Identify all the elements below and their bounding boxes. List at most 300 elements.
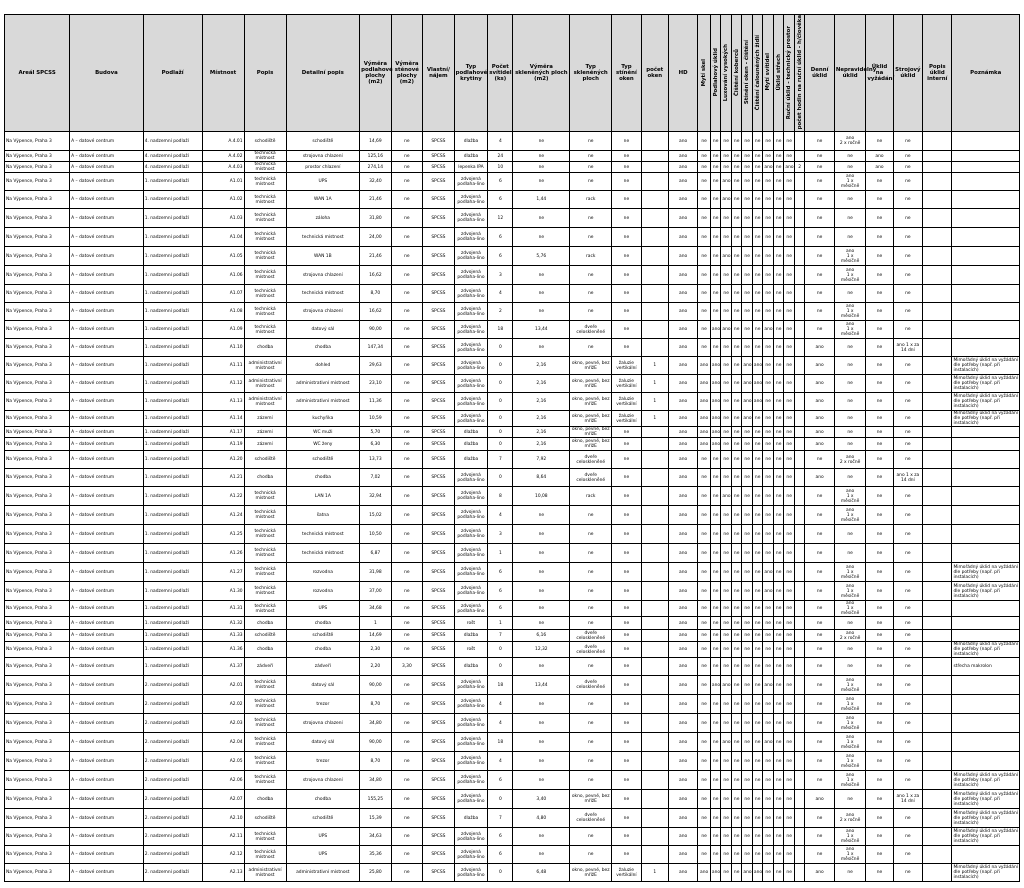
table-cell[interactable]: ne (612, 676, 641, 695)
table-cell[interactable]: ne (866, 427, 893, 438)
table-cell[interactable]: ne (570, 132, 612, 151)
table-cell[interactable]: ne (710, 658, 721, 676)
table-cell[interactable]: ne (698, 563, 711, 582)
table-cell[interactable]: ne (752, 846, 763, 864)
table-cell[interactable]: SPCSS (423, 733, 455, 752)
table-cell[interactable] (952, 487, 1020, 506)
table-cell[interactable]: ne (570, 209, 612, 228)
table-cell[interactable]: ne (391, 132, 423, 151)
table-cell[interactable]: ne (731, 209, 742, 228)
table-cell[interactable] (641, 601, 668, 617)
table-cell[interactable]: ano (668, 828, 697, 846)
table-cell[interactable]: ne (698, 658, 711, 676)
table-cell[interactable]: ne (763, 375, 774, 393)
table-cell[interactable]: ne (612, 752, 641, 771)
table-cell[interactable]: ne (612, 630, 641, 642)
table-cell[interactable]: technická místnost (244, 563, 286, 582)
table-cell[interactable]: ne (742, 438, 753, 451)
table-cell[interactable]: strojovna chlazení (286, 266, 360, 285)
table-cell[interactable]: SPCSS (423, 209, 455, 228)
table-cell[interactable]: ne (773, 809, 784, 828)
table-cell[interactable]: ano (721, 173, 732, 191)
table-cell[interactable]: 274,14 (360, 162, 392, 173)
table-cell[interactable]: ne (805, 209, 834, 228)
table-cell[interactable]: ano 1 x měsíčně (834, 303, 866, 321)
table-cell[interactable]: ne (805, 191, 834, 209)
table-cell[interactable]: A1.04 (202, 228, 244, 247)
table-cell[interactable]: ne (731, 151, 742, 162)
table-cell[interactable]: ne (752, 191, 763, 209)
table-cell[interactable]: ne (893, 393, 922, 411)
table-cell[interactable]: ne (721, 393, 732, 411)
table-cell[interactable] (794, 617, 805, 630)
table-cell[interactable]: 8,70 (360, 752, 392, 771)
table-cell[interactable] (641, 151, 668, 162)
table-cell[interactable]: ne (805, 630, 834, 642)
table-cell[interactable]: ne (721, 864, 732, 882)
table-cell[interactable] (952, 427, 1020, 438)
table-cell[interactable] (794, 357, 805, 375)
table-cell[interactable] (952, 630, 1020, 642)
table-cell[interactable] (952, 676, 1020, 695)
table-cell[interactable]: Mimořádný úklid na vyžádání dle potřeby (např. při instalacích) (953, 394, 1018, 410)
table-cell[interactable]: ano (668, 506, 697, 525)
table-cell[interactable]: ne (698, 642, 711, 658)
table-cell[interactable] (641, 451, 668, 469)
table-cell[interactable]: 7 (488, 809, 513, 828)
table-cell[interactable]: schodiště (286, 132, 360, 151)
table-cell[interactable] (923, 658, 952, 676)
table-cell[interactable]: ano (805, 864, 834, 882)
table-cell[interactable]: zdvojená podlaha-lino (454, 790, 488, 809)
table-cell[interactable] (641, 733, 668, 752)
table-cell[interactable]: ne (731, 630, 742, 642)
table-cell[interactable]: ne (698, 846, 711, 864)
table-cell[interactable]: ne (866, 714, 893, 733)
table-cell[interactable]: ano (763, 162, 774, 173)
table-cell[interactable]: strojovna chlazení (286, 303, 360, 321)
table-cell[interactable]: ne (866, 809, 893, 828)
table-cell[interactable]: ne (834, 864, 866, 882)
table-cell[interactable]: 7,02 (360, 469, 392, 487)
table-cell[interactable]: SPCSS (423, 375, 455, 393)
table-cell[interactable]: ne (742, 451, 753, 469)
table-cell[interactable]: ne (784, 752, 795, 771)
table-cell[interactable]: 90,00 (360, 321, 392, 339)
table-cell[interactable]: ne (391, 695, 423, 714)
table-cell[interactable] (641, 790, 668, 809)
table-cell[interactable] (923, 506, 952, 525)
table-cell[interactable] (923, 733, 952, 752)
table-cell[interactable]: ne (784, 714, 795, 733)
table-cell[interactable]: SPCSS (423, 828, 455, 846)
table-cell[interactable]: ne (570, 285, 612, 303)
table-cell[interactable]: Mimořádný úklid na vyžádání dle potřeby (např. při instalacích) (953, 411, 1018, 427)
table-cell[interactable]: schodiště (244, 451, 286, 469)
table-cell[interactable]: ne (570, 563, 612, 582)
table-cell[interactable]: schodiště (244, 809, 286, 828)
table-cell[interactable]: ne (710, 752, 721, 771)
table-cell[interactable]: A1.13 (202, 393, 244, 411)
table-cell[interactable] (923, 525, 952, 544)
table-cell[interactable]: okno, pevné, bez mřížE (570, 375, 612, 393)
table-cell[interactable]: ne (773, 321, 784, 339)
table-cell[interactable]: ano (721, 487, 732, 506)
table-cell[interactable]: 24,00 (360, 228, 392, 247)
table-cell[interactable]: ne (893, 846, 922, 864)
table-cell[interactable]: ne (763, 658, 774, 676)
table-cell[interactable] (923, 846, 952, 864)
table-cell[interactable]: ne (513, 658, 570, 676)
table-cell[interactable]: okno, pevné, bez mřížE (570, 864, 612, 882)
table-cell[interactable]: ne (805, 695, 834, 714)
table-cell[interactable]: A1.25 (202, 525, 244, 544)
table-cell[interactable]: 14,69 (360, 132, 392, 151)
table-cell[interactable]: ne (784, 451, 795, 469)
table-cell[interactable] (641, 563, 668, 582)
table-cell[interactable]: ne (731, 451, 742, 469)
table-cell[interactable]: ne (710, 132, 721, 151)
table-cell[interactable]: ne (731, 809, 742, 828)
table-cell[interactable]: SPCSS (423, 658, 455, 676)
table-cell[interactable]: ano (805, 375, 834, 393)
table-cell[interactable]: Na Výpence, Praha 3 (5, 438, 70, 451)
table-cell[interactable]: 1. nadzemní podlaží (143, 411, 202, 427)
table-cell[interactable]: ne (710, 339, 721, 357)
table-cell[interactable]: ne (773, 695, 784, 714)
table-cell[interactable]: WAN 1B (286, 247, 360, 266)
table-cell[interactable]: ano (668, 601, 697, 617)
table-cell[interactable]: ne (784, 228, 795, 247)
table-cell[interactable]: šatna (286, 506, 360, 525)
table-cell[interactable]: ne (866, 771, 893, 790)
table-cell[interactable]: ano (721, 733, 732, 752)
table-cell[interactable] (923, 228, 952, 247)
table-cell[interactable]: ne (866, 846, 893, 864)
table-cell[interactable]: ne (784, 285, 795, 303)
table-cell[interactable]: ne (612, 601, 641, 617)
table-cell[interactable]: 1. nadzemní podlaží (143, 451, 202, 469)
table-cell[interactable]: ne (752, 676, 763, 695)
table-cell[interactable]: datový sál (286, 321, 360, 339)
table-cell[interactable]: ne (805, 658, 834, 676)
table-cell[interactable]: ne (763, 864, 774, 882)
table-cell[interactable]: Mimořádný úklid na vyžádání dle potřeby (např. při instalacích) (953, 642, 1018, 658)
table-cell[interactable]: ne (698, 191, 711, 209)
table-cell[interactable]: ne (698, 451, 711, 469)
table-cell[interactable]: ne (742, 266, 753, 285)
table-cell[interactable]: ne (612, 427, 641, 438)
table-cell[interactable]: SPCSS (423, 427, 455, 438)
table-cell[interactable]: ne (893, 357, 922, 375)
table-cell[interactable]: ano (721, 247, 732, 266)
table-cell[interactable]: zdvojená podlaha-lino (454, 209, 488, 228)
table-cell[interactable]: 2. nadzemní podlaží (143, 676, 202, 695)
table-cell[interactable]: ano 2 x ročně (834, 809, 866, 828)
table-cell[interactable] (794, 630, 805, 642)
table-cell[interactable]: Na Výpence, Praha 3 (5, 321, 70, 339)
table-cell[interactable]: 1. nadzemní podlaží (143, 642, 202, 658)
table-cell[interactable] (794, 771, 805, 790)
table-cell[interactable]: ne (391, 864, 423, 882)
table-cell[interactable]: ne (834, 357, 866, 375)
table-cell[interactable]: SPCSS (423, 771, 455, 790)
table-cell[interactable]: A1.17 (202, 427, 244, 438)
table-cell[interactable]: ne (784, 506, 795, 525)
table-cell[interactable]: A – datové centrum (70, 191, 144, 209)
table-cell[interactable]: ne (698, 339, 711, 357)
table-cell[interactable]: ne (742, 506, 753, 525)
table-cell[interactable] (641, 582, 668, 601)
table-cell[interactable]: ne (773, 469, 784, 487)
table-cell[interactable] (641, 617, 668, 630)
table-cell[interactable]: 23,10 (360, 375, 392, 393)
table-cell[interactable] (794, 427, 805, 438)
table-cell[interactable]: ne (513, 601, 570, 617)
table-cell[interactable]: ano (668, 752, 697, 771)
table-cell[interactable]: 3,40 (513, 790, 570, 809)
table-cell[interactable]: rack (570, 247, 612, 266)
table-cell[interactable]: ne (763, 339, 774, 357)
table-cell[interactable]: ne (721, 303, 732, 321)
table-cell[interactable] (641, 162, 668, 173)
table-cell[interactable]: ano (742, 864, 753, 882)
table-cell[interactable]: ne (612, 617, 641, 630)
table-cell[interactable]: ne (773, 247, 784, 266)
table-cell[interactable]: A1.09 (202, 321, 244, 339)
table-cell[interactable]: ne (612, 809, 641, 828)
table-cell[interactable]: dlažba (454, 451, 488, 469)
table-cell[interactable]: 15,39 (360, 809, 392, 828)
table-cell[interactable]: ne (513, 132, 570, 151)
table-cell[interactable]: ne (721, 809, 732, 828)
table-cell[interactable]: technická místnost (244, 525, 286, 544)
table-cell[interactable]: strojovna chlazení (286, 771, 360, 790)
table-cell[interactable] (923, 469, 952, 487)
table-cell[interactable]: ne (570, 266, 612, 285)
table-cell[interactable]: 4. nadzemní podlaží (143, 162, 202, 173)
table-cell[interactable]: ne (784, 303, 795, 321)
table-cell[interactable]: ne (763, 469, 774, 487)
table-cell[interactable]: ano (668, 357, 697, 375)
table-cell[interactable]: administrativní místnost (286, 375, 360, 393)
table-cell[interactable]: 2,30 (360, 642, 392, 658)
table-cell[interactable]: 1. nadzemní podlaží (143, 544, 202, 563)
table-cell[interactable]: ne (763, 506, 774, 525)
table-cell[interactable]: ne (391, 828, 423, 846)
table-cell[interactable] (923, 582, 952, 601)
table-cell[interactable]: ano (742, 357, 753, 375)
table-cell[interactable]: 6 (488, 601, 513, 617)
table-cell[interactable]: ne (752, 790, 763, 809)
table-cell[interactable]: ne (698, 601, 711, 617)
table-cell[interactable]: ne (752, 451, 763, 469)
table-cell[interactable]: 2. nadzemní podlaží (143, 733, 202, 752)
table-cell[interactable]: A – datové centrum (70, 285, 144, 303)
table-cell[interactable]: ne (710, 162, 721, 173)
table-cell[interactable]: A.4.02 (202, 151, 244, 162)
table-cell[interactable]: ano (752, 864, 763, 882)
table-cell[interactable]: 6 (488, 563, 513, 582)
table-cell[interactable]: ne (773, 733, 784, 752)
table-cell[interactable]: ne (721, 209, 732, 228)
table-cell[interactable]: ne (731, 676, 742, 695)
table-cell[interactable]: ne (731, 846, 742, 864)
table-cell[interactable] (923, 339, 952, 357)
table-cell[interactable]: ne (612, 544, 641, 563)
table-cell[interactable]: ne (513, 714, 570, 733)
table-cell[interactable]: ne (763, 771, 774, 790)
table-cell[interactable]: ano (668, 247, 697, 266)
table-cell[interactable]: technická místnost (244, 544, 286, 563)
table-cell[interactable]: A – datové centrum (70, 247, 144, 266)
table-cell[interactable]: ne (698, 733, 711, 752)
table-cell[interactable]: 2. nadzemní podlaží (143, 828, 202, 846)
table-cell[interactable]: ne (742, 427, 753, 438)
table-cell[interactable]: zázemí (244, 427, 286, 438)
table-cell[interactable]: ne (834, 658, 866, 676)
table-cell[interactable]: ne (731, 393, 742, 411)
table-cell[interactable]: zdvojená podlaha-lino (454, 676, 488, 695)
table-cell[interactable]: ne (773, 525, 784, 544)
table-cell[interactable]: ne (752, 162, 763, 173)
table-cell[interactable]: ne (763, 247, 774, 266)
table-cell[interactable]: 1. nadzemní podlaží (143, 617, 202, 630)
table-cell[interactable]: technická místnost (244, 601, 286, 617)
table-cell[interactable]: ne (721, 228, 732, 247)
table-cell[interactable]: ano (752, 393, 763, 411)
table-cell[interactable]: ne (391, 303, 423, 321)
table-cell[interactable]: ne (698, 752, 711, 771)
table-cell[interactable]: SPCSS (423, 563, 455, 582)
table-cell[interactable] (923, 162, 952, 173)
table-cell[interactable]: A – datové centrum (70, 563, 144, 582)
table-cell[interactable]: ne (721, 582, 732, 601)
table-cell[interactable]: ne (742, 630, 753, 642)
table-cell[interactable]: dlažba (454, 809, 488, 828)
table-cell[interactable]: ne (752, 339, 763, 357)
table-cell[interactable]: SPCSS (423, 411, 455, 427)
table-cell[interactable]: Na Výpence, Praha 3 (5, 285, 70, 303)
table-cell[interactable]: ne (710, 790, 721, 809)
table-cell[interactable] (952, 173, 1020, 191)
table-cell[interactable]: ne (784, 582, 795, 601)
table-cell[interactable]: zdvojená podlaha-lino (454, 563, 488, 582)
table-cell[interactable]: ne (784, 151, 795, 162)
table-cell[interactable]: ne (834, 151, 866, 162)
table-cell[interactable]: ne (742, 582, 753, 601)
table-cell[interactable]: 12 (488, 209, 513, 228)
table-cell[interactable]: Mimořádný úklid na vyžádání dle potřeby (např. při instalacích) (953, 564, 1018, 580)
table-cell[interactable]: ne (784, 357, 795, 375)
table-cell[interactable]: ne (752, 132, 763, 151)
table-cell[interactable] (923, 247, 952, 266)
table-cell[interactable]: A2.04 (202, 733, 244, 752)
table-cell[interactable]: ne (391, 411, 423, 427)
table-cell[interactable]: ano 1 x měsíčně (834, 771, 866, 790)
table-cell[interactable]: ano (763, 582, 774, 601)
table-cell[interactable]: ne (710, 544, 721, 563)
table-cell[interactable]: ne (721, 438, 732, 451)
table-cell[interactable]: 1. nadzemní podlaží (143, 375, 202, 393)
table-cell[interactable]: 1 (488, 544, 513, 563)
table-cell[interactable]: ne (784, 630, 795, 642)
table-cell[interactable]: ne (752, 151, 763, 162)
table-cell[interactable]: ne (866, 285, 893, 303)
table-cell[interactable]: ne (893, 173, 922, 191)
table-cell[interactable]: 0 (488, 864, 513, 882)
table-cell[interactable]: A – datové centrum (70, 790, 144, 809)
table-cell[interactable]: ne (784, 411, 795, 427)
table-cell[interactable]: ne (710, 733, 721, 752)
table-cell[interactable]: ne (763, 303, 774, 321)
table-cell[interactable]: A – datové centrum (70, 321, 144, 339)
table-cell[interactable]: ne (710, 846, 721, 864)
table-cell[interactable] (952, 846, 1020, 864)
table-cell[interactable]: A – datové centrum (70, 630, 144, 642)
table-cell[interactable]: ne (866, 303, 893, 321)
table-cell[interactable]: ne (742, 695, 753, 714)
table-cell[interactable]: ne (866, 864, 893, 882)
table-cell[interactable]: zdvojená podlaha-lino (454, 228, 488, 247)
table-cell[interactable]: 10,59 (360, 411, 392, 427)
table-cell[interactable]: střecha makrolon (952, 658, 1020, 676)
table-cell[interactable]: ne (893, 438, 922, 451)
table-cell[interactable] (794, 209, 805, 228)
table-cell[interactable]: ano (710, 427, 721, 438)
table-cell[interactable]: okno, pevné, bez mřížE (570, 427, 612, 438)
table-cell[interactable] (794, 151, 805, 162)
table-cell[interactable]: technická místnost (244, 487, 286, 506)
table-cell[interactable]: ne (391, 173, 423, 191)
table-cell[interactable] (641, 846, 668, 864)
table-cell[interactable]: ano 1 x měsíčně (834, 714, 866, 733)
table-cell[interactable]: ano 1 x měsíčně (834, 563, 866, 582)
table-cell[interactable] (794, 303, 805, 321)
table-cell[interactable]: 6 (488, 228, 513, 247)
table-cell[interactable]: 2. nadzemní podlaží (143, 790, 202, 809)
table-cell[interactable] (794, 733, 805, 752)
table-cell[interactable]: ano (668, 714, 697, 733)
table-cell[interactable]: ne (773, 752, 784, 771)
table-cell[interactable]: trezor (286, 752, 360, 771)
table-cell[interactable]: ne (710, 642, 721, 658)
table-cell[interactable]: ne (784, 375, 795, 393)
table-cell[interactable]: ne (834, 191, 866, 209)
table-cell[interactable]: ne (763, 846, 774, 864)
table-cell[interactable]: A1.20 (202, 451, 244, 469)
table-cell[interactable]: ne (612, 790, 641, 809)
table-cell[interactable] (794, 695, 805, 714)
table-cell[interactable]: okno, pevné, bez mřížE (570, 393, 612, 411)
table-cell[interactable]: ne (612, 132, 641, 151)
table-cell[interactable]: ne (731, 733, 742, 752)
table-cell[interactable] (794, 321, 805, 339)
table-cell[interactable]: ano (668, 209, 697, 228)
table-cell[interactable]: 1. nadzemní podlaží (143, 630, 202, 642)
table-cell[interactable]: ano (668, 132, 697, 151)
table-cell[interactable]: ano 1 x za 14 dní (893, 469, 922, 487)
table-cell[interactable]: ne (731, 658, 742, 676)
table-cell[interactable]: ano 1 x měsíčně (834, 676, 866, 695)
table-cell[interactable]: A – datové centrum (70, 469, 144, 487)
table-cell[interactable] (641, 173, 668, 191)
table-cell[interactable]: zdvojená podlaha-lino (454, 506, 488, 525)
table-cell[interactable]: ne (710, 285, 721, 303)
table-cell[interactable]: ano (668, 809, 697, 828)
table-cell[interactable] (923, 790, 952, 809)
table-cell[interactable]: 14,69 (360, 630, 392, 642)
